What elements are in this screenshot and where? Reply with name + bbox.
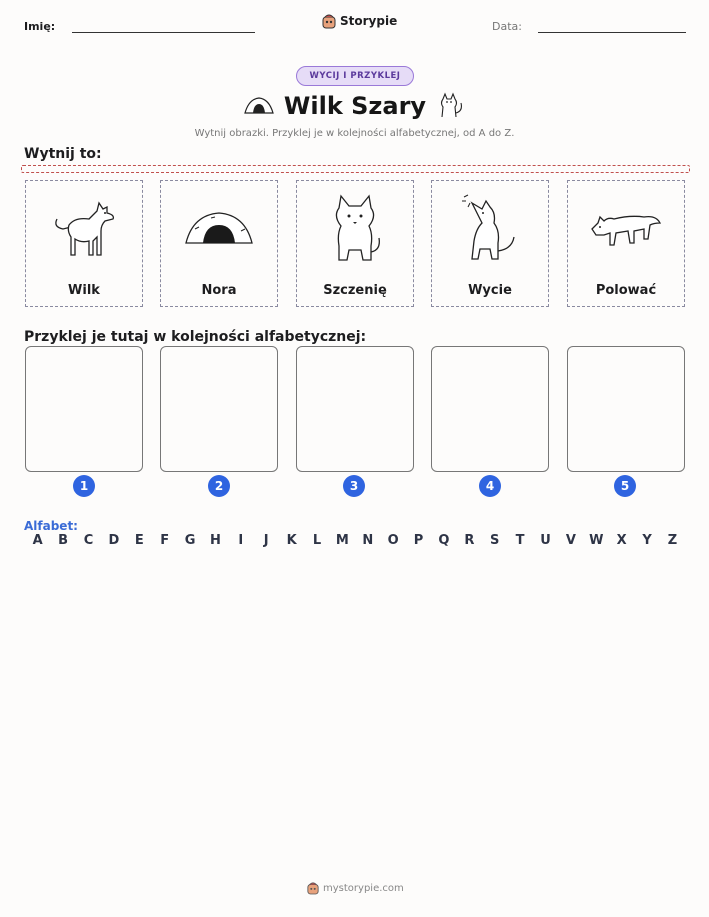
- alphabet-letter: Z: [667, 533, 678, 548]
- alphabet-letter: Q: [438, 533, 450, 548]
- name-field-line[interactable]: [72, 32, 255, 33]
- alphabet-letter: E: [134, 533, 144, 548]
- alphabet-letter: K: [286, 533, 297, 548]
- card-label: Wilk: [68, 283, 100, 298]
- paste-slot-2[interactable]: [160, 346, 278, 472]
- alphabet-letter: P: [413, 533, 424, 548]
- card-label: Szczenię: [323, 283, 387, 298]
- wolf-pup-icon: [434, 91, 466, 119]
- storypie-logo-icon: [322, 13, 336, 29]
- cut-card-nora[interactable]: [160, 180, 278, 307]
- cut-line: [21, 165, 690, 173]
- activity-badge: WYCIJ I PRZYKLEJ: [296, 66, 414, 86]
- slot-number-3: 3: [343, 475, 365, 497]
- card-label: Nora: [201, 283, 237, 298]
- slot-number-1: 1: [73, 475, 95, 497]
- card-label: Wycie: [468, 283, 512, 298]
- den-icon: [183, 209, 255, 249]
- alphabet-letter: J: [263, 533, 269, 548]
- cut-section-title: Wytnij to:: [24, 146, 102, 162]
- date-label: Data:: [492, 20, 522, 33]
- alphabet-letter: V: [565, 533, 576, 548]
- alphabet-letter: U: [540, 533, 551, 548]
- card-label: Polować: [595, 283, 657, 298]
- alphabet-letter: L: [312, 533, 322, 548]
- alphabet-letter: B: [58, 533, 69, 548]
- paste-slot-1[interactable]: [25, 346, 143, 472]
- alphabet-letter: C: [83, 533, 94, 548]
- slot-number-5: 5: [614, 475, 636, 497]
- alphabet-letter: S: [490, 533, 500, 548]
- alphabet-letter: F: [160, 533, 170, 548]
- alphabet-letter: D: [108, 533, 120, 548]
- alphabet-letter: T: [515, 533, 525, 548]
- alphabet-letter: X: [616, 533, 627, 548]
- standing-wolf-icon: [49, 197, 119, 261]
- paste-slot-3[interactable]: [296, 346, 414, 472]
- brand-logo: [322, 13, 397, 29]
- alphabet-letter: I: [238, 533, 244, 548]
- howling-wolf-icon: [460, 193, 520, 265]
- alphabet-letter: G: [184, 533, 196, 548]
- instructions: Wytnij obrazki. Przyklej je w kolejności alfabetycznej, od A do Z.: [194, 128, 515, 139]
- alphabet-row: [25, 533, 685, 548]
- cut-card-wycie[interactable]: [431, 180, 549, 307]
- brand-name: Storypie: [340, 14, 398, 28]
- alphabet-letter: N: [362, 533, 374, 548]
- alphabet-letter: H: [209, 533, 221, 548]
- alphabet-letter: A: [32, 533, 43, 548]
- paste-section-title: Przyklej je tutaj w kolejności alfabetycznej:: [24, 329, 367, 345]
- alphabet-letter: R: [464, 533, 475, 548]
- alphabet-letter: W: [589, 533, 604, 548]
- den-icon: [243, 95, 275, 115]
- paste-slot-4[interactable]: [431, 346, 549, 472]
- footer-url[interactable]: mystorypie.com: [323, 882, 404, 894]
- alphabet-letter: O: [387, 533, 399, 548]
- alphabet-letter: M: [335, 533, 349, 548]
- page-title: Wilk Szary: [283, 92, 427, 120]
- hunting-wolf-icon: [590, 205, 662, 253]
- slot-number-4: 4: [479, 475, 501, 497]
- cut-card-polowac[interactable]: [567, 180, 685, 307]
- cut-card-szczenie[interactable]: [296, 180, 414, 307]
- cut-card-wilk[interactable]: [25, 180, 143, 307]
- date-field-line[interactable]: [538, 32, 686, 33]
- slot-number-2: 2: [208, 475, 230, 497]
- footer: [307, 881, 404, 895]
- storypie-logo-icon: [307, 881, 319, 895]
- alphabet-letter: Y: [642, 533, 652, 548]
- alphabet-title: Alfabet:: [24, 519, 78, 533]
- paste-slot-5[interactable]: [567, 346, 685, 472]
- name-label: Imię:: [24, 20, 56, 33]
- wolf-pup-icon: [327, 194, 383, 264]
